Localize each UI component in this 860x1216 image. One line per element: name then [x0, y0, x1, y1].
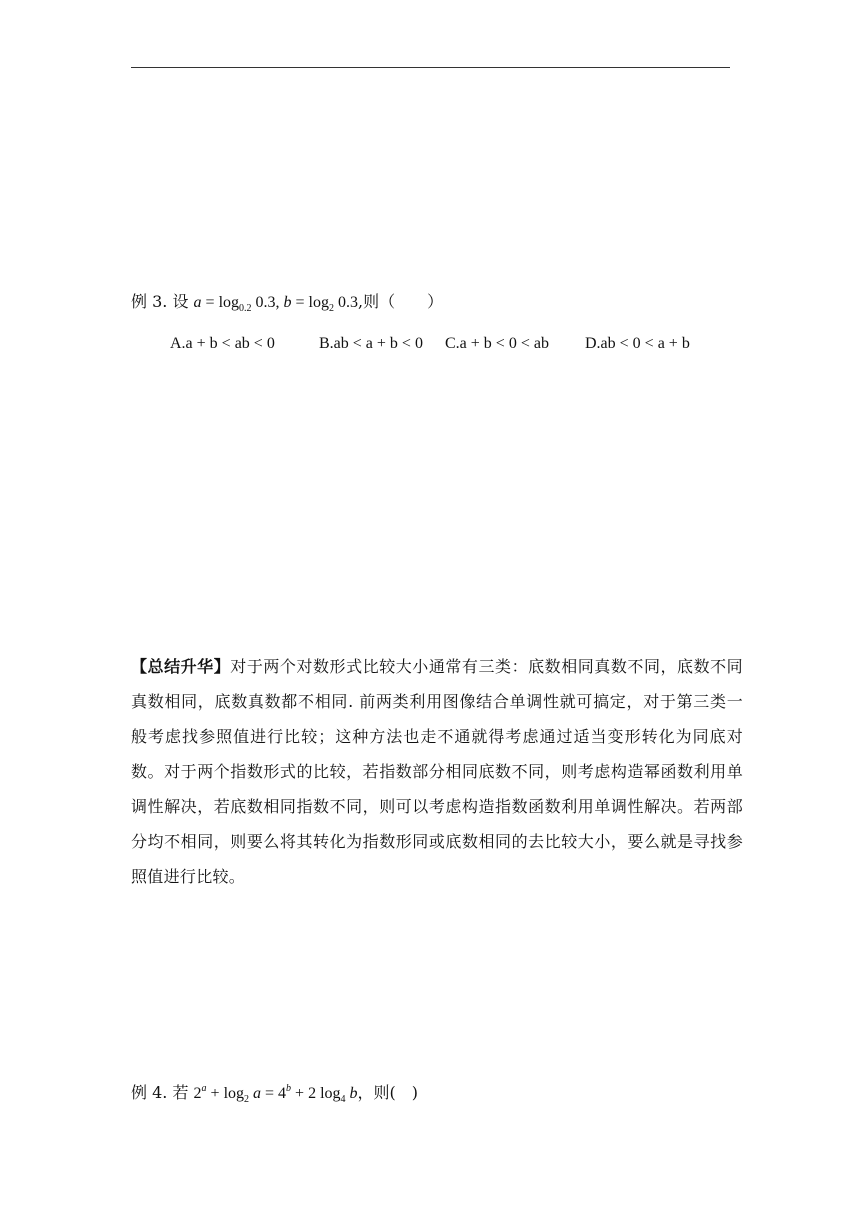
choice-c: C.a + b < 0 < ab [445, 335, 549, 352]
choice-a: A.a + b < ab < 0 [170, 335, 275, 352]
example-3-tail: ,则（ ） [357, 292, 444, 311]
example-4-label: 例 4. 若 [131, 1083, 189, 1102]
header-rule [131, 67, 730, 68]
choice-b: B.ab < a + b < 0 [319, 335, 423, 352]
summary-title: 【总结升华】 [131, 657, 231, 676]
example-3-label: 例 3. 设 [131, 292, 189, 311]
example-3-formula: $a = \log_{0.2} 0.3$, $b = \log_2 0.3$ [193, 294, 358, 314]
example-4-question [131, 1083, 418, 1106]
summary-body: 对于两个对数形式比较大小通常有三类：底数相同真数不同，底数不同真数相同，底数真数都不相同. 前两类利用图像结合单调性就可搞定，对于第三类一般考虑找参照值进行比较；这种方法也走不通就得考虑通过适当变形转化为同底对数。对于两个指数形式的比较，若指数部分相同底数不同，则考虑构造幂函数利用单调性解决，若底数相同指数不同，则可以考虑构造指数函数利用单调性解决。若两部分均不相同，则要么将其转化为指数形同或底数相同的去比较大小，要么就是寻找参照值进行比较。 [131, 657, 743, 886]
summary-paragraph [131, 649, 743, 894]
example-3-question [131, 292, 443, 315]
example-4-tail: ，则( ) [357, 1083, 419, 1102]
choice-d: D.ab < 0 < a + b [585, 335, 690, 352]
example-4-formula: $2^a + \log_2 a = 4^b + 2$ $\log_4 b$ [193, 1083, 358, 1105]
